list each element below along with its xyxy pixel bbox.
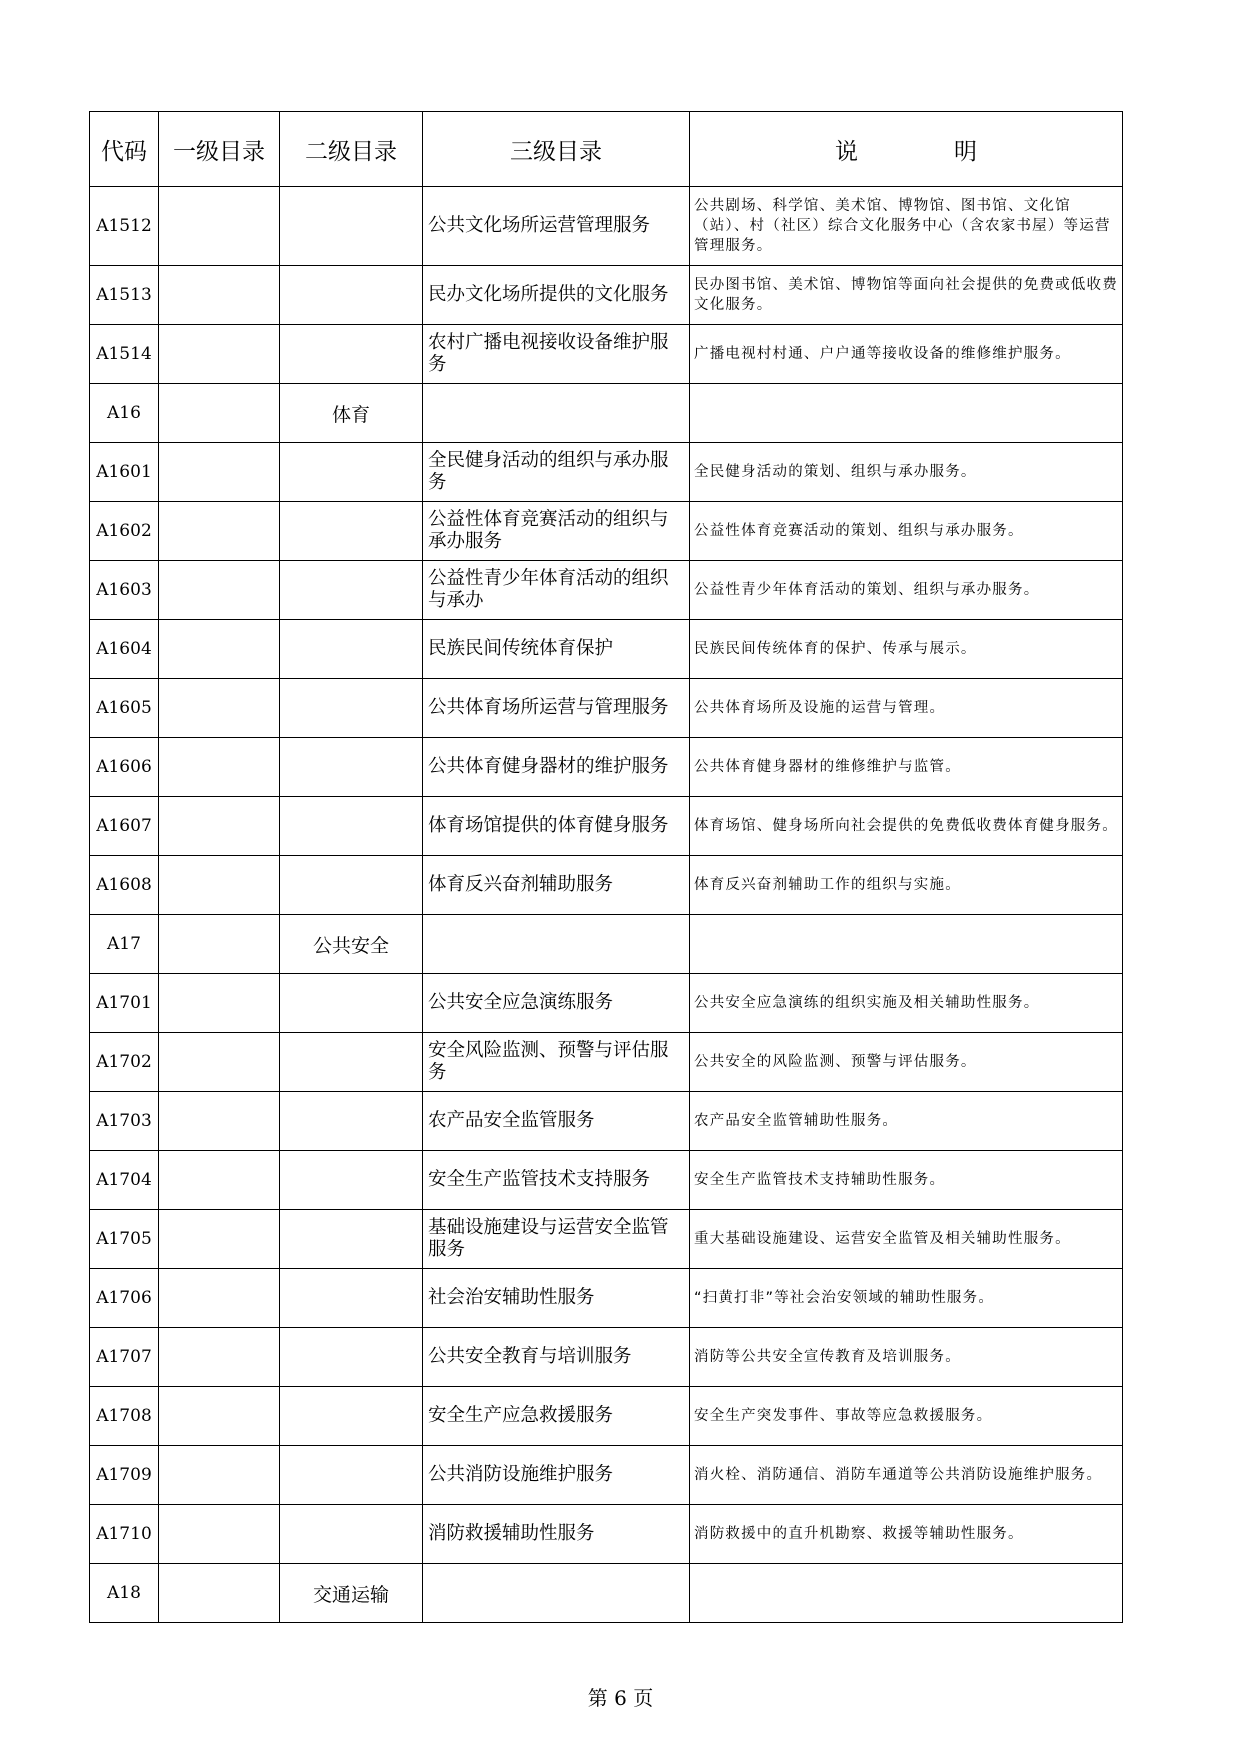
cell-level3: 公共消防设施维护服务 bbox=[423, 1446, 690, 1505]
cell-code: A1601 bbox=[90, 443, 159, 502]
cell-level1 bbox=[159, 620, 280, 679]
cell-level2 bbox=[280, 679, 423, 738]
cell-code: A1707 bbox=[90, 1328, 159, 1387]
cell-level2 bbox=[280, 1446, 423, 1505]
cell-description: 体育场馆、健身场所向社会提供的免费低收费体育健身服务。 bbox=[690, 797, 1123, 856]
table-row bbox=[90, 1387, 1123, 1446]
table-row bbox=[90, 738, 1123, 797]
cell-description: 民族民间传统体育的保护、传承与展示。 bbox=[690, 620, 1123, 679]
cell-level3: 农产品安全监管服务 bbox=[423, 1092, 690, 1151]
table-row bbox=[90, 1033, 1123, 1092]
cell-level1 bbox=[159, 856, 280, 915]
table-row bbox=[90, 325, 1123, 384]
cell-code: A1606 bbox=[90, 738, 159, 797]
cell-description: 公共体育场所及设施的运营与管理。 bbox=[690, 679, 1123, 738]
cell-code: A1514 bbox=[90, 325, 159, 384]
cell-code: A18 bbox=[90, 1564, 159, 1623]
table-body bbox=[90, 187, 1123, 1623]
cell-level3: 消防救援辅助性服务 bbox=[423, 1505, 690, 1564]
cell-level2 bbox=[280, 738, 423, 797]
cell-code: A1710 bbox=[90, 1505, 159, 1564]
cell-level2 bbox=[280, 502, 423, 561]
cell-description: 安全生产突发事件、事故等应急救援服务。 bbox=[690, 1387, 1123, 1446]
header-description-part2: 明 bbox=[954, 138, 977, 165]
cell-level2 bbox=[280, 620, 423, 679]
cell-level2 bbox=[280, 187, 423, 266]
table-row bbox=[90, 1505, 1123, 1564]
cell-level2 bbox=[280, 797, 423, 856]
cell-level1 bbox=[159, 1564, 280, 1623]
cell-description: 消防救援中的直升机勘察、救援等辅助性服务。 bbox=[690, 1505, 1123, 1564]
table-row bbox=[90, 974, 1123, 1033]
cell-level2 bbox=[280, 1269, 423, 1328]
cell-code: A1512 bbox=[90, 187, 159, 266]
cell-level1 bbox=[159, 266, 280, 325]
cell-level1 bbox=[159, 974, 280, 1033]
header-description-part1: 说 bbox=[835, 138, 858, 165]
cell-code: A1602 bbox=[90, 502, 159, 561]
cell-description bbox=[690, 384, 1123, 443]
cell-level1 bbox=[159, 443, 280, 502]
table-row bbox=[90, 1446, 1123, 1505]
cell-level3: 公共体育场所运营与管理服务 bbox=[423, 679, 690, 738]
cell-level3: 全民健身活动的组织与承办服务 bbox=[423, 443, 690, 502]
cell-level3 bbox=[423, 915, 690, 974]
cell-level3: 民办文化场所提供的文化服务 bbox=[423, 266, 690, 325]
cell-description: 广播电视村村通、户户通等接收设备的维修维护服务。 bbox=[690, 325, 1123, 384]
cell-description bbox=[690, 915, 1123, 974]
cell-description: 民办图书馆、美术馆、博物馆等面向社会提供的免费或低收费文化服务。 bbox=[690, 266, 1123, 325]
table-row bbox=[90, 502, 1123, 561]
table-row bbox=[90, 915, 1123, 974]
cell-level3: 公益性青少年体育活动的组织与承办 bbox=[423, 561, 690, 620]
header-code: 代码 bbox=[90, 112, 159, 187]
table-row bbox=[90, 1092, 1123, 1151]
cell-level2 bbox=[280, 325, 423, 384]
cell-code: A1513 bbox=[90, 266, 159, 325]
cell-description: 公益性体育竞赛活动的策划、组织与承办服务。 bbox=[690, 502, 1123, 561]
cell-description: 体育反兴奋剂辅助工作的组织与实施。 bbox=[690, 856, 1123, 915]
cell-description: 农产品安全监管辅助性服务。 bbox=[690, 1092, 1123, 1151]
cell-code: A1703 bbox=[90, 1092, 159, 1151]
cell-level3: 公共安全应急演练服务 bbox=[423, 974, 690, 1033]
table-row bbox=[90, 620, 1123, 679]
cell-level3: 公共安全教育与培训服务 bbox=[423, 1328, 690, 1387]
cell-description: 公共体育健身器材的维修维护与监管。 bbox=[690, 738, 1123, 797]
cell-description: 公共安全应急演练的组织实施及相关辅助性服务。 bbox=[690, 974, 1123, 1033]
cell-level3: 体育反兴奋剂辅助服务 bbox=[423, 856, 690, 915]
cell-level2 bbox=[280, 974, 423, 1033]
cell-level2 bbox=[280, 561, 423, 620]
cell-level2 bbox=[280, 1151, 423, 1210]
cell-level1 bbox=[159, 561, 280, 620]
table-row bbox=[90, 384, 1123, 443]
cell-code: A1605 bbox=[90, 679, 159, 738]
cell-level1 bbox=[159, 797, 280, 856]
cell-level3: 农村广播电视接收设备维护服务 bbox=[423, 325, 690, 384]
cell-code: A1608 bbox=[90, 856, 159, 915]
cell-level2 bbox=[280, 1387, 423, 1446]
catalog-table bbox=[89, 111, 1123, 1623]
cell-code: A1701 bbox=[90, 974, 159, 1033]
table-row bbox=[90, 266, 1123, 325]
table-row bbox=[90, 1151, 1123, 1210]
cell-level1 bbox=[159, 502, 280, 561]
header-level1: 一级目录 bbox=[159, 112, 280, 187]
cell-level3: 安全生产应急救援服务 bbox=[423, 1387, 690, 1446]
cell-code: A1704 bbox=[90, 1151, 159, 1210]
table-header bbox=[90, 112, 1123, 187]
header-description bbox=[690, 112, 1123, 187]
cell-level1 bbox=[159, 325, 280, 384]
cell-code: A1705 bbox=[90, 1210, 159, 1269]
cell-description: “扫黄打非”等社会治安领域的辅助性服务。 bbox=[690, 1269, 1123, 1328]
cell-level1 bbox=[159, 1328, 280, 1387]
cell-level1 bbox=[159, 738, 280, 797]
cell-level2 bbox=[280, 1505, 423, 1564]
cell-level2 bbox=[280, 1328, 423, 1387]
table-row bbox=[90, 1564, 1123, 1623]
cell-level1 bbox=[159, 1269, 280, 1328]
cell-level3 bbox=[423, 384, 690, 443]
cell-level1 bbox=[159, 1033, 280, 1092]
cell-description: 全民健身活动的策划、组织与承办服务。 bbox=[690, 443, 1123, 502]
cell-level2 bbox=[280, 1033, 423, 1092]
cell-description: 安全生产监管技术支持辅助性服务。 bbox=[690, 1151, 1123, 1210]
cell-level3: 基础设施建设与运营安全监管服务 bbox=[423, 1210, 690, 1269]
cell-level3: 安全风险监测、预警与评估服务 bbox=[423, 1033, 690, 1092]
cell-level3 bbox=[423, 1564, 690, 1623]
table-row bbox=[90, 443, 1123, 502]
table-row bbox=[90, 1269, 1123, 1328]
cell-description: 公益性青少年体育活动的策划、组织与承办服务。 bbox=[690, 561, 1123, 620]
cell-level2 bbox=[280, 856, 423, 915]
cell-code: A16 bbox=[90, 384, 159, 443]
cell-code: A17 bbox=[90, 915, 159, 974]
cell-code: A1708 bbox=[90, 1387, 159, 1446]
cell-level3: 公益性体育竞赛活动的组织与承办服务 bbox=[423, 502, 690, 561]
table-row bbox=[90, 561, 1123, 620]
cell-level2: 体育 bbox=[280, 384, 423, 443]
cell-code: A1607 bbox=[90, 797, 159, 856]
header-level3: 三级目录 bbox=[423, 112, 690, 187]
cell-level1 bbox=[159, 1505, 280, 1564]
cell-level1 bbox=[159, 1210, 280, 1269]
cell-description: 消防等公共安全宣传教育及培训服务。 bbox=[690, 1328, 1123, 1387]
cell-level3: 体育场馆提供的体育健身服务 bbox=[423, 797, 690, 856]
table-row bbox=[90, 1328, 1123, 1387]
page-number: 第 6 页 bbox=[587, 1686, 654, 1710]
table-row bbox=[90, 679, 1123, 738]
cell-level1 bbox=[159, 1446, 280, 1505]
cell-level1 bbox=[159, 384, 280, 443]
cell-level3: 公共文化场所运营管理服务 bbox=[423, 187, 690, 266]
cell-level1 bbox=[159, 1387, 280, 1446]
cell-level2 bbox=[280, 443, 423, 502]
cell-level3: 民族民间传统体育保护 bbox=[423, 620, 690, 679]
cell-description: 公共安全的风险监测、预警与评估服务。 bbox=[690, 1033, 1123, 1092]
cell-code: A1702 bbox=[90, 1033, 159, 1092]
cell-level3: 安全生产监管技术支持服务 bbox=[423, 1151, 690, 1210]
cell-level2: 公共安全 bbox=[280, 915, 423, 974]
cell-description: 公共剧场、科学馆、美术馆、博物馆、图书馆、文化馆（站）、村（社区）综合文化服务中心（含农家书屋）等运营管理服务。 bbox=[690, 187, 1123, 266]
cell-code: A1603 bbox=[90, 561, 159, 620]
cell-level1 bbox=[159, 915, 280, 974]
cell-description bbox=[690, 1564, 1123, 1623]
cell-description: 消火栓、消防通信、消防车通道等公共消防设施维护服务。 bbox=[690, 1446, 1123, 1505]
header-level2: 二级目录 bbox=[280, 112, 423, 187]
cell-code: A1706 bbox=[90, 1269, 159, 1328]
cell-level3: 社会治安辅助性服务 bbox=[423, 1269, 690, 1328]
cell-level2 bbox=[280, 1210, 423, 1269]
cell-code: A1709 bbox=[90, 1446, 159, 1505]
header-row bbox=[90, 112, 1123, 187]
cell-level2 bbox=[280, 266, 423, 325]
cell-level1 bbox=[159, 1151, 280, 1210]
cell-code: A1604 bbox=[90, 620, 159, 679]
cell-level2 bbox=[280, 1092, 423, 1151]
cell-level3: 公共体育健身器材的维护服务 bbox=[423, 738, 690, 797]
table-row bbox=[90, 797, 1123, 856]
cell-level1 bbox=[159, 1092, 280, 1151]
cell-level2: 交通运输 bbox=[280, 1564, 423, 1623]
table-row bbox=[90, 187, 1123, 266]
cell-level1 bbox=[159, 187, 280, 266]
table-row bbox=[90, 1210, 1123, 1269]
table-row bbox=[90, 856, 1123, 915]
cell-level1 bbox=[159, 679, 280, 738]
cell-description: 重大基础设施建设、运营安全监管及相关辅助性服务。 bbox=[690, 1210, 1123, 1269]
